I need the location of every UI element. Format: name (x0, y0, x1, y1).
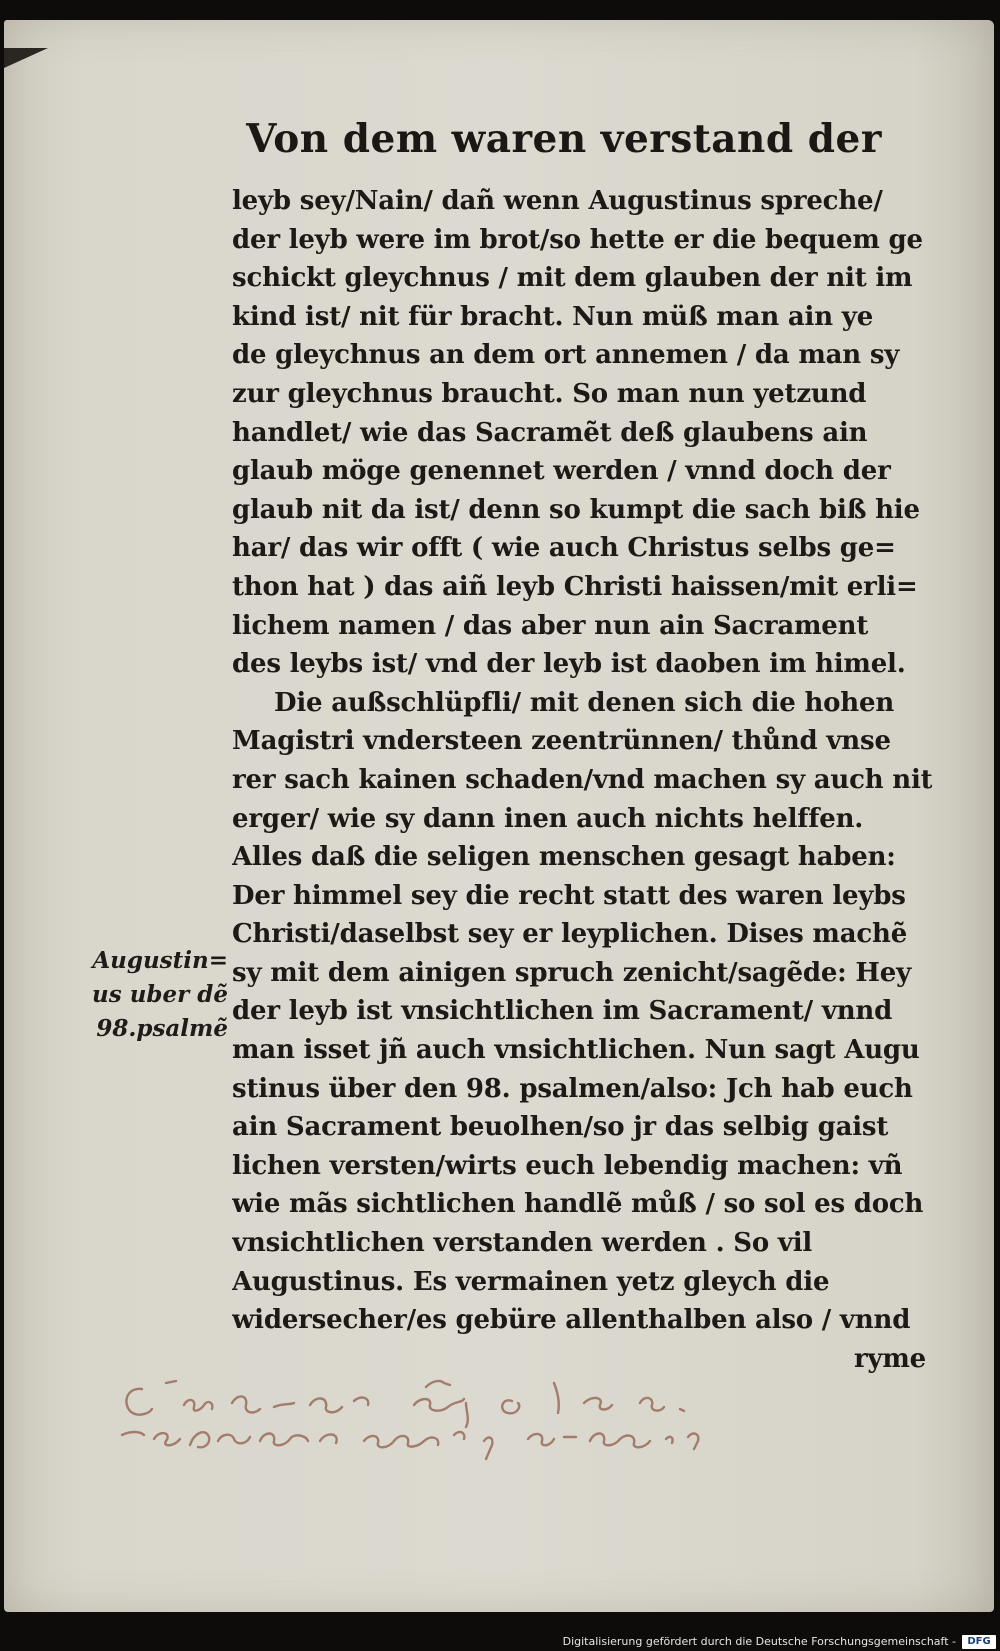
text-line: stinus über den 98. psalmen/also: Jch hab euch (232, 1073, 913, 1104)
text-line: de gleychnus an dem ort annemen / da man sy (232, 340, 900, 371)
footer-credit: Digitalisierung gefördert durch die Deutsche Forschungsgemeinschaft - (562, 1635, 956, 1648)
handwritten-annotation (114, 1375, 874, 1471)
text-line: der leyb ist vnsichtlichen im Sacrament/ vnnd (232, 996, 893, 1027)
book-page (4, 20, 994, 1612)
text-line: Die außschlüpfli/ mit denen sich die hohen (274, 687, 895, 718)
text-line: schickt gleychnus / mit dem glauben der nit im (232, 263, 913, 294)
marginal-note (88, 944, 228, 1046)
marginal-note-line: 98.psalmẽ (96, 1015, 228, 1042)
text-line: rer sach kainen schaden/vnd machen sy auch nit (232, 764, 932, 795)
text-line: zur gleychnus braucht. So man nun yetzund (232, 378, 867, 409)
text-line: Magistri vndersteen zeentrünnen/ thůnd vnse (232, 726, 891, 757)
text-line: erger/ wie sy dann inen auch nichts helffen. (232, 803, 864, 834)
dfg-logo: DFG (962, 1635, 996, 1649)
text-line: des leybs ist/ vnd der leyb ist daoben im himel. (232, 649, 906, 680)
running-head: Von dem waren verstand der (246, 116, 882, 162)
text-line: lichem namen / das aber nun ain Sacrament (232, 610, 869, 641)
text-line: ain Sacrament beuolhen/so jr das selbig gaist (232, 1112, 889, 1143)
marginal-note-line: Augustin= (92, 947, 228, 974)
text-line: vnsichtlichen verstanden werden . So vil (232, 1228, 813, 1259)
text-line: lichen versten/wirts euch lebendig machen: vñ (232, 1150, 903, 1181)
text-line: Der himmel sey die recht statt des waren leybs (232, 880, 906, 911)
torn-corner (4, 48, 48, 68)
catchword: ryme (853, 1343, 926, 1374)
text-line: glaub möge genennet werden / vnnd doch der (232, 456, 891, 487)
text-line: Christi/daselbst sey er leyplichen. Dises machẽ (232, 919, 908, 950)
text-line: sy mit dem ainigen spruch zenicht/sagẽde: Hey (232, 957, 912, 988)
text-line: wie mãs sichtlichen handlẽ můß / so sol es doch (232, 1189, 924, 1220)
text-line: Augustinus. Es vermainen yetz gleych die (232, 1266, 830, 1297)
text-line: har/ das wir offt ( wie auch Christus selbs ge= (232, 533, 896, 564)
text-line: handlet/ wie das Sacramẽt deß glaubens ain (232, 417, 868, 448)
text-line: man isset jñ auch vnsichtlichen. Nun sagt Augu (232, 1035, 920, 1066)
text-line: glaub nit da ist/ denn so kumpt die sach biß hie (232, 494, 920, 525)
text-line: leyb sey/Nain/ dañ wenn Augustinus spreche/ (232, 186, 883, 216)
text-line: thon hat ) das aiñ leyb Christi haissen/mit erli= (232, 571, 918, 602)
text-line: der leyb were im brot/so hette er die bequem ge (232, 224, 923, 255)
text-line: widersecher/es gebüre allenthalben also / vnnd (232, 1305, 911, 1336)
body-text (232, 182, 932, 1378)
text-line: Alles daß die seligen menschen gesagt haben: (232, 842, 896, 873)
text-line: kind ist/ nit für bracht. Nun müß man ain ye (232, 301, 874, 332)
marginal-note-line: us uber dẽ (92, 981, 228, 1008)
